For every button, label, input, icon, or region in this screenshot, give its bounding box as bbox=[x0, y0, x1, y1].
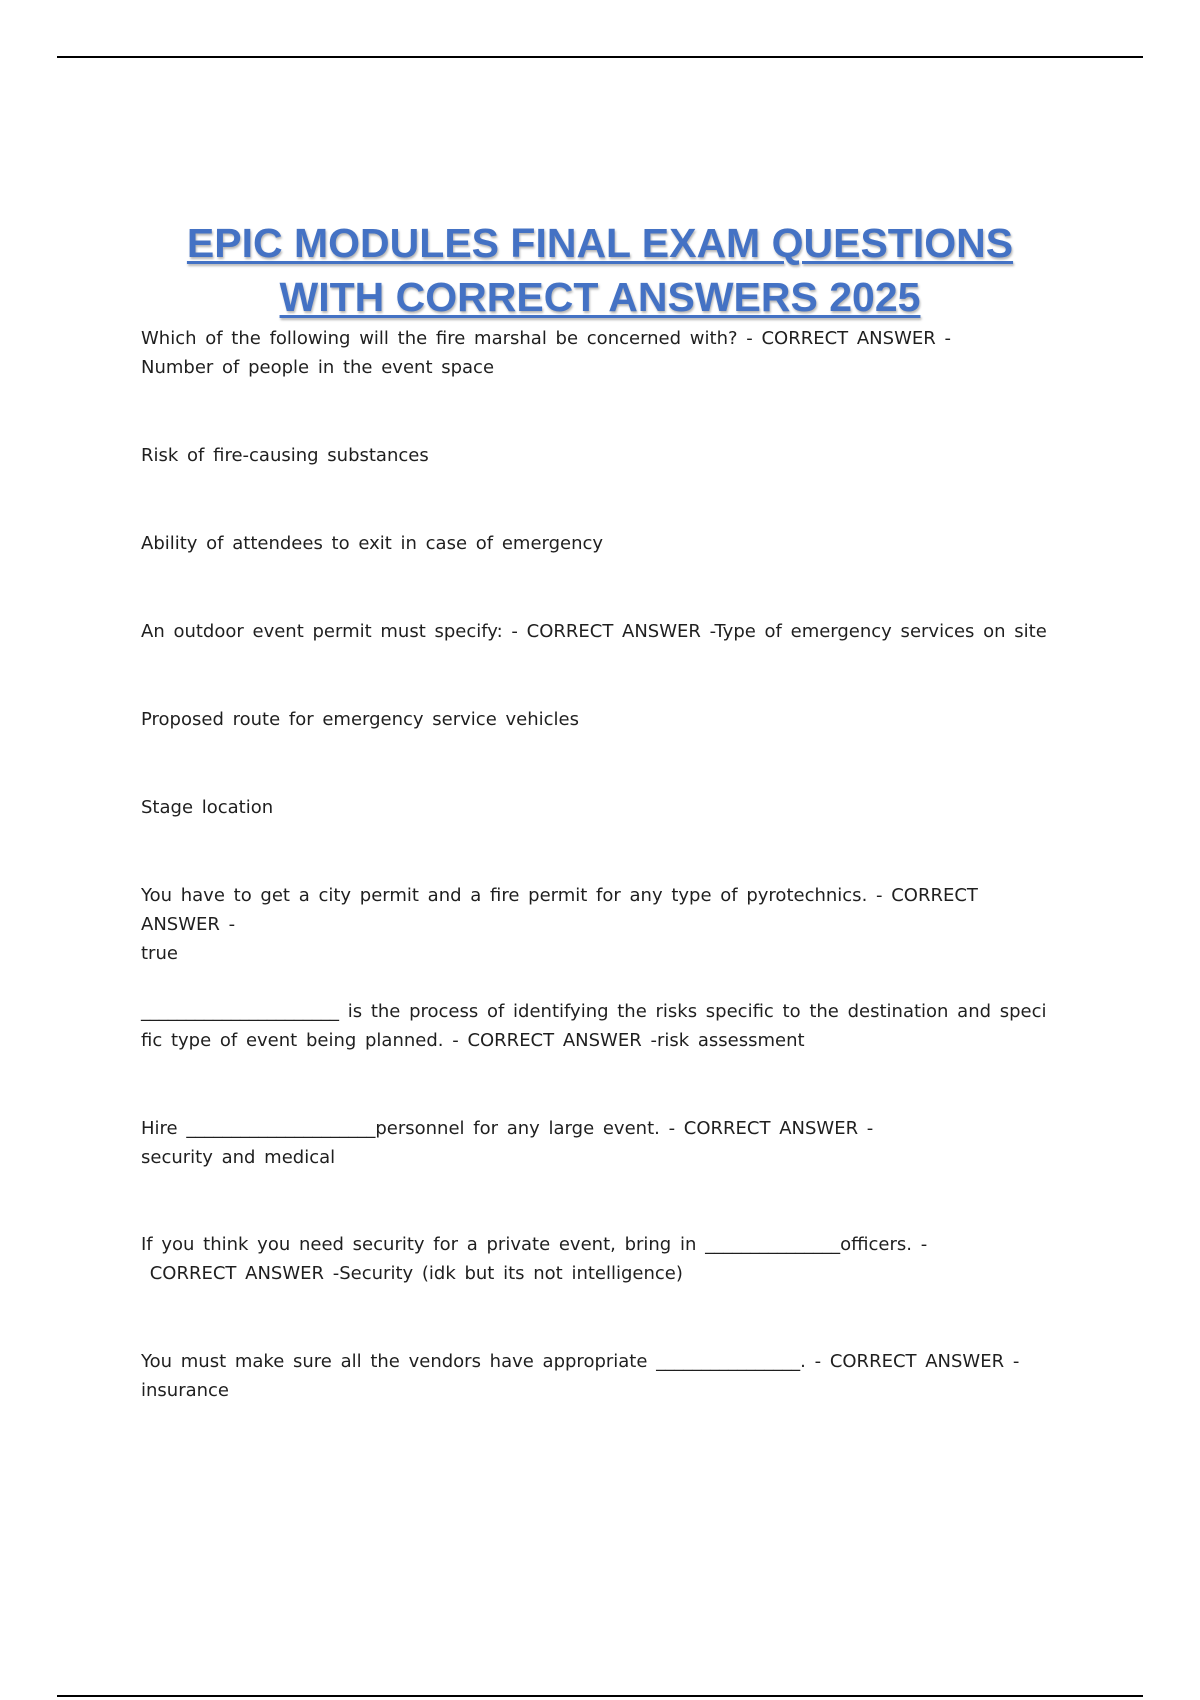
top-rule bbox=[57, 56, 1143, 58]
title-line-1: EPIC MODULES FINAL EXAM QUESTIONS bbox=[186, 220, 1014, 266]
paragraph-7: You have to get a city permit and a fire permit for any type of pyrotechnics. - CORRECT ANSWER - true bbox=[141, 885, 978, 964]
paragraph-8: ______________________ is the process of identifying the risks specific to the destination and speci fic type of event being planned. - CORRECT ANSWER -risk assessment bbox=[141, 1001, 1047, 1051]
paragraph-2: Risk of fire-causing substances bbox=[141, 445, 429, 466]
paragraph-10: If you think you need security for a private event, bring in _______________officers. - CORRECT ANSWER -Security (idk but its not intelligence) bbox=[141, 1234, 928, 1284]
paragraph-1: Which of the following will the fire marshal be concerned with? - CORRECT ANSWER - Number of people in the event space bbox=[141, 328, 951, 378]
paragraph-11: You must make sure all the vendors have appropriate ________________. - CORRECT ANSWER - insurance bbox=[141, 1351, 1020, 1401]
paragraph-6: Stage location bbox=[141, 797, 274, 818]
paragraph-3: Ability of attendees to exit in case of emergency bbox=[141, 533, 604, 554]
paragraph-5: Proposed route for emergency service vehicles bbox=[141, 709, 579, 730]
paragraph-9: Hire _____________________personnel for any large event. - CORRECT ANSWER - security and medical bbox=[141, 1118, 874, 1168]
document-title bbox=[120, 216, 1080, 324]
bottom-rule bbox=[57, 1695, 1143, 1697]
title-line-2: WITH CORRECT ANSWERS 2025 bbox=[279, 274, 921, 320]
paragraph-4: An outdoor event permit must specify: - CORRECT ANSWER -Type of emergency services on site bbox=[141, 621, 1047, 642]
